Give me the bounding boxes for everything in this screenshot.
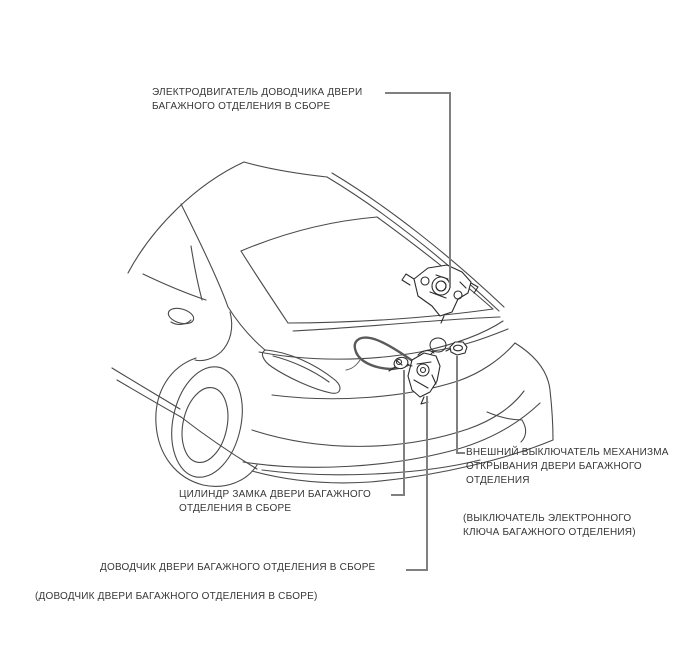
- label-lock-cylinder-line1: ЦИЛИНДР ЗАМКА ДВЕРИ БАГАЖНОГО: [179, 489, 371, 500]
- leader-line-closer: [407, 397, 427, 570]
- label-door-closer-line1: ДОВОДЧИК ДВЕРИ БАГАЖНОГО ОТДЕЛЕНИЯ В СБОРЕ: [100, 562, 376, 573]
- leader-line-motor: [386, 93, 450, 287]
- label-door-closer-alt-line1: (ДОВОДЧИК ДВЕРИ БАГАЖНОГО ОТДЕЛЕНИЯ В СБОРЕ): [35, 591, 318, 602]
- leader-line-cylinder: [392, 371, 404, 495]
- label-opener-switch-line1: ВНЕШНИЙ ВЫКЛЮЧАТЕЛЬ МЕХАНИЗМА: [466, 447, 669, 458]
- leader-line-switch: [457, 357, 464, 453]
- label-key-switch-alt-line1: (ВЫКЛЮЧАТЕЛЬ ЭЛЕКТРОННОГО: [463, 513, 632, 524]
- label-closer-motor-line2: БАГАЖНОГО ОТДЕЛЕНИЯ В СБОРЕ: [152, 101, 331, 112]
- label-door-closer-alt: [35, 590, 318, 604]
- car-body-outline: [112, 162, 553, 486]
- label-key-switch-alt-line2: КЛЮЧА БАГАЖНОГО ОТДЕЛЕНИЯ): [463, 527, 636, 538]
- label-key-switch-alt: [463, 512, 636, 540]
- label-lock-cylinder-line2: ОТДЕЛЕНИЯ В СБОРЕ: [179, 503, 292, 514]
- label-opener-switch: [466, 446, 669, 488]
- leader-lines: [386, 93, 464, 570]
- label-opener-switch-line3: ОТДЕЛЕНИЯ: [466, 475, 530, 486]
- label-door-closer: [100, 561, 375, 575]
- label-lock-cylinder: [179, 488, 371, 516]
- label-closer-motor: [152, 86, 362, 114]
- lock-cylinder-art: [389, 356, 409, 371]
- label-closer-motor-line1: ЭЛЕКТРОДВИГАТЕЛЬ ДОВОДЧИКА ДВЕРИ: [152, 87, 363, 98]
- label-opener-switch-line2: ОТКРЫВАНИЯ ДВЕРИ БАГАЖНОГО: [466, 461, 642, 472]
- closer-motor-assembly-art: [402, 265, 478, 323]
